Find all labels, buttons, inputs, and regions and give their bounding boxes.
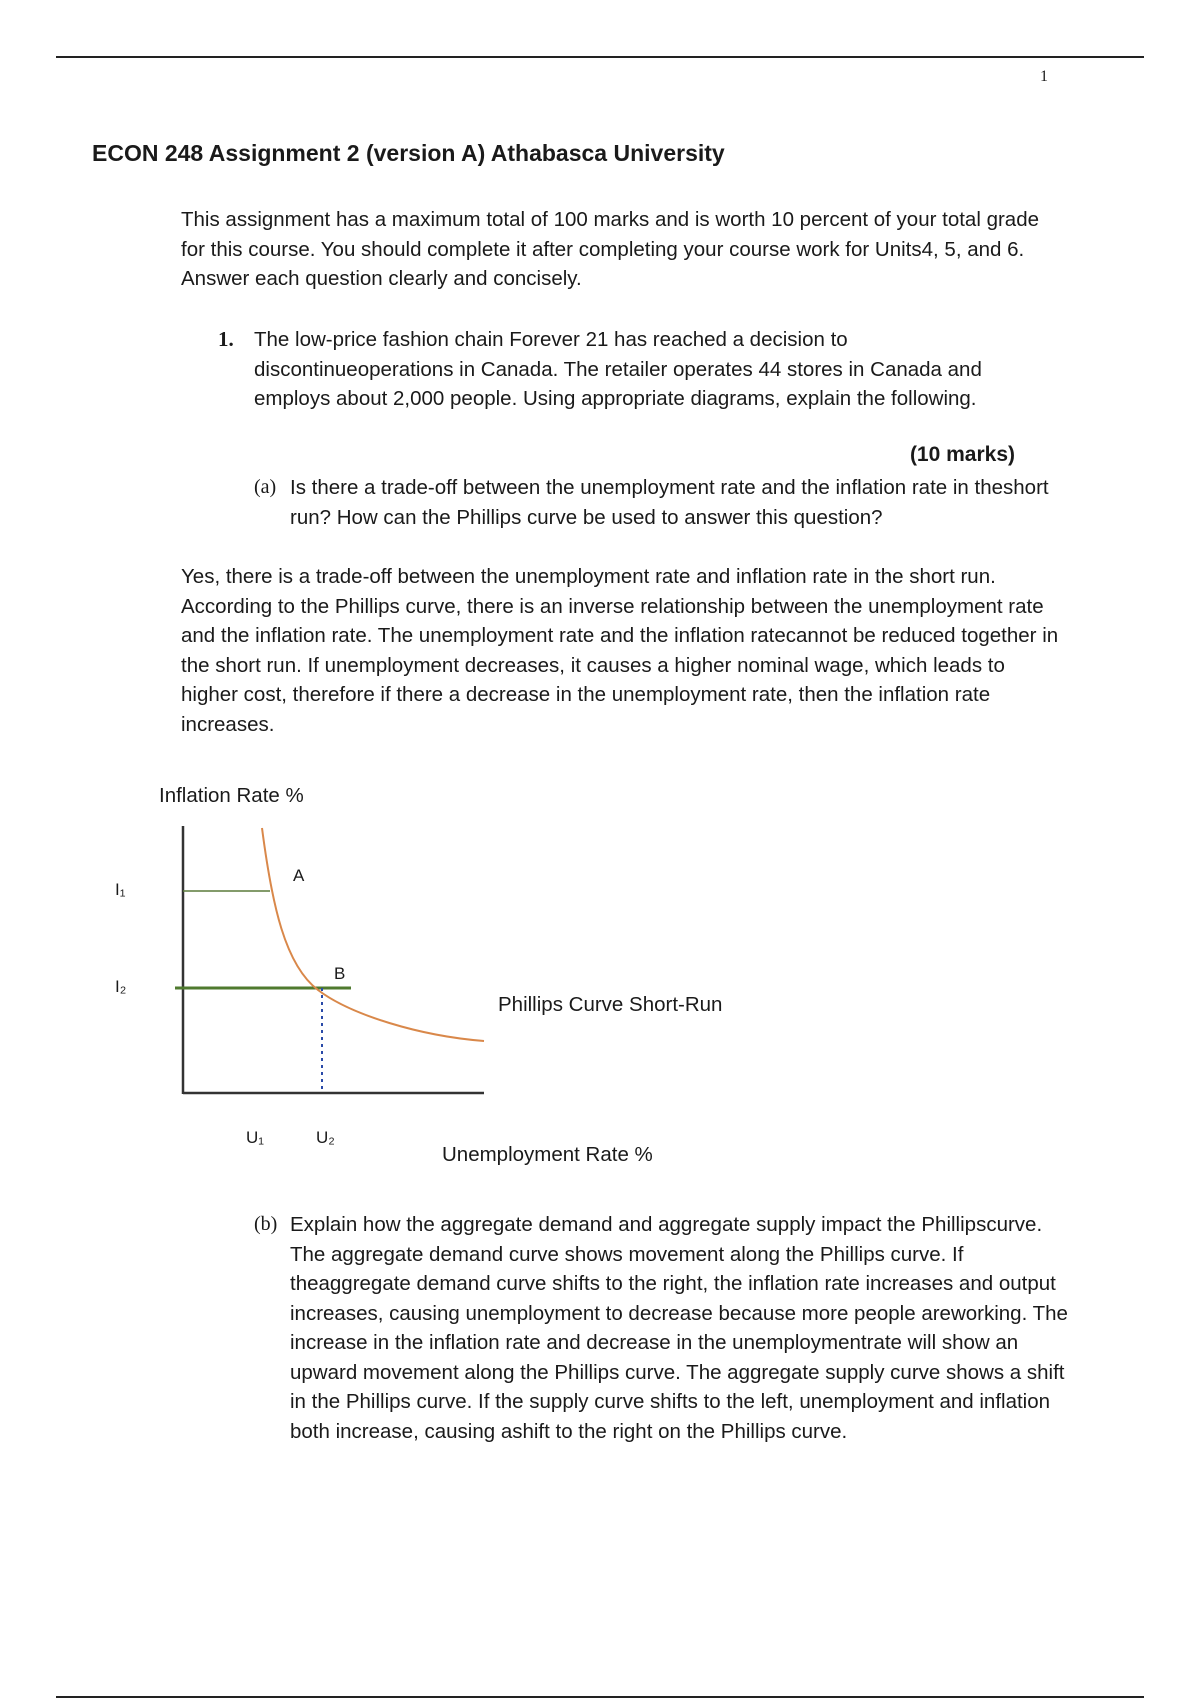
point-b-label: B: [334, 964, 346, 983]
y-axis-label: Inflation Rate %: [159, 784, 304, 807]
i2-label: I₂: [115, 977, 127, 996]
point-a-label: A: [293, 866, 305, 885]
x-axis-label: Unemployment Rate %: [442, 1143, 653, 1166]
i1-label: I₁: [115, 880, 126, 899]
question-1-number: 1.: [218, 327, 234, 351]
part-a-question: Is there a trade-off between the unemployment rate and the inflation rate in theshort run? How can the Phillips curve be used to answer this question?: [290, 476, 1049, 529]
curve-label: Phillips Curve Short-Run: [498, 993, 723, 1016]
u2-label: U₂: [316, 1128, 335, 1147]
intro-paragraph: This assignment has a maximum total of 100 marks and is worth 10 percent of your total grade for this course. You should complete it after completing your course work for Units4, 5, and 6. Answer each question clearly and concisely.: [181, 208, 1039, 290]
question-1-text: The low-price fashion chain Forever 21 has reached a decision to discontinueoperations in Canada. The retailer operates 44 stores in Canada and employs about 2,000 people. Using appropriate diagrams, explain the following.: [254, 328, 982, 410]
bottom-rule: [56, 1696, 1144, 1698]
part-a-answer: Yes, there is a trade-off between the unemployment rate and inflation rate in the short run. According to the Phillips curve, there is an inverse relationship between the unemployment rate and the inflation rate. The unemployment rate and the inflation ratecannot be reduced together in the short run. If unemployment decreases, it causes a higher nominal wage, which leads to higher cost, therefore if there a decrease in the unemployment rate, then the inflation rate increases.: [181, 565, 1059, 736]
page-number: 1: [1040, 68, 1048, 85]
phillips-curve: [262, 828, 484, 1041]
part-a-label: (a): [254, 476, 277, 498]
question-1-marks: (10 marks): [909, 443, 1015, 466]
part-b-label: (b): [254, 1213, 278, 1235]
page-title: ECON 248 Assignment 2 (version A) Athabasca University: [92, 140, 725, 166]
u1-label: U₁: [246, 1128, 265, 1147]
part-b-text: Explain how the aggregate demand and aggregate supply impact the Phillipscurve. The aggregate demand curve shows movement along the Phillips curve. If theaggregate demand curve shifts to the right, the inflation rate increases and output increases, causing unemployment to decrease because more people areworking. The increase in the inflation rate and decrease in the unemploymentrate will show an upward movement along the Phillips curve. The aggregate supply curve shows a shift in the Phillips curve. If the supply curve shifts to the left, unemployment and inflation both increase, causing ashift to the right on the Phillips curve.: [290, 1213, 1068, 1443]
